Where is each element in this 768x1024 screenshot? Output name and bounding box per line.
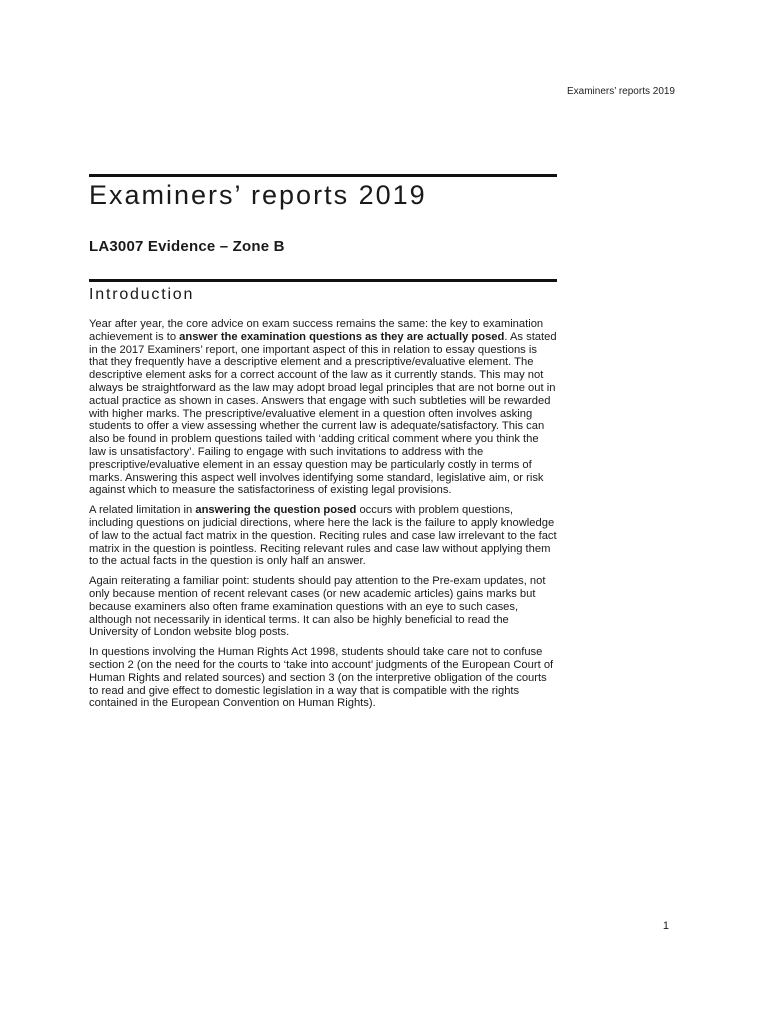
paragraph-1-text-b: . As stated in the 2017 Examiners’ report, one important aspect of this in relation to essay questions is that they frequently have a descriptive element and a prescriptive/evaluative element. The descriptive element asks for a correct account of the law as it currently stands. This may not always be straightforward as the law may adopt broad legal principles that are not borne out in actual practice as shown in cases. Answers that engage with such subtleties will be rewarded with higher marks. The prescriptive/evaluative element in a question often involves asking students to offer a view assessing whether the current law is adequate/satisfactory. This can also be found in problem questions tailed with ‘adding critical comment where you think the law is unsatisfactory’. Failing to engage with such invitations to address with the prescriptive/evaluative element in an essay question may be particularly costly in terms of marks. Answering this aspect well involves identifying some standard, legislative aim, or risk against which to measure the satisfactoriness of existing legal provisions.: [89, 330, 557, 497]
paragraph-2-text-b: occurs with problem questions, including questions on judicial directions, where here the lack is the failure to apply knowledge of law to the actual fact matrix in the question. Reciting rules and case law irrelevant to the fact matrix in the question is pointless. Reciting relevant rules and case law without applying them to the actual facts in the question is only half an answer.: [89, 504, 557, 568]
title-rule: [89, 174, 557, 177]
running-head: Examiners’ reports 2019: [566, 86, 675, 97]
report-title: Examiners’ reports 2019: [89, 180, 427, 210]
paragraph-1: [89, 318, 557, 497]
paragraph-4: In questions involving the Human Rights Act 1998, students should take care not to confuse section 2 (on the need for the courts to ‘take into account’ judgments of the European Court of Human Rights and related sources) and section 3 (on the interpretive obligation of the courts to read and give effect to domestic legislation in a way that is compatible with the rights contained in the European Convention on Human Rights).: [89, 646, 554, 710]
section-rule: [89, 279, 557, 282]
paragraph-2-text-a: A related limitation in: [89, 504, 196, 517]
paragraph-1-emphasis: answer the examination questions as they are actually posed: [179, 330, 505, 343]
body-text: [89, 318, 557, 717]
page-number: 1: [662, 920, 669, 932]
section-title-introduction: Introduction: [89, 286, 195, 303]
course-subtitle: LA3007 Evidence – Zone B: [89, 238, 285, 255]
paragraph-1-text-a: Year after year, the core advice on exam success remains the same: the key to examination achievement is to: [89, 318, 544, 343]
paragraph-2-emphasis: answering the question posed: [195, 504, 357, 517]
paragraph-2: [89, 504, 557, 568]
paragraph-3: Again reiterating a familiar point: students should pay attention to the Pre-exam updates, not only because mention of recent relevant cases (or new academic articles) gains marks but because examiners also often frame examination questions with an eye to such cases, although not necessarily in identical terms. It can also be highly beneficial to read the University of London website blog posts.: [89, 575, 546, 639]
